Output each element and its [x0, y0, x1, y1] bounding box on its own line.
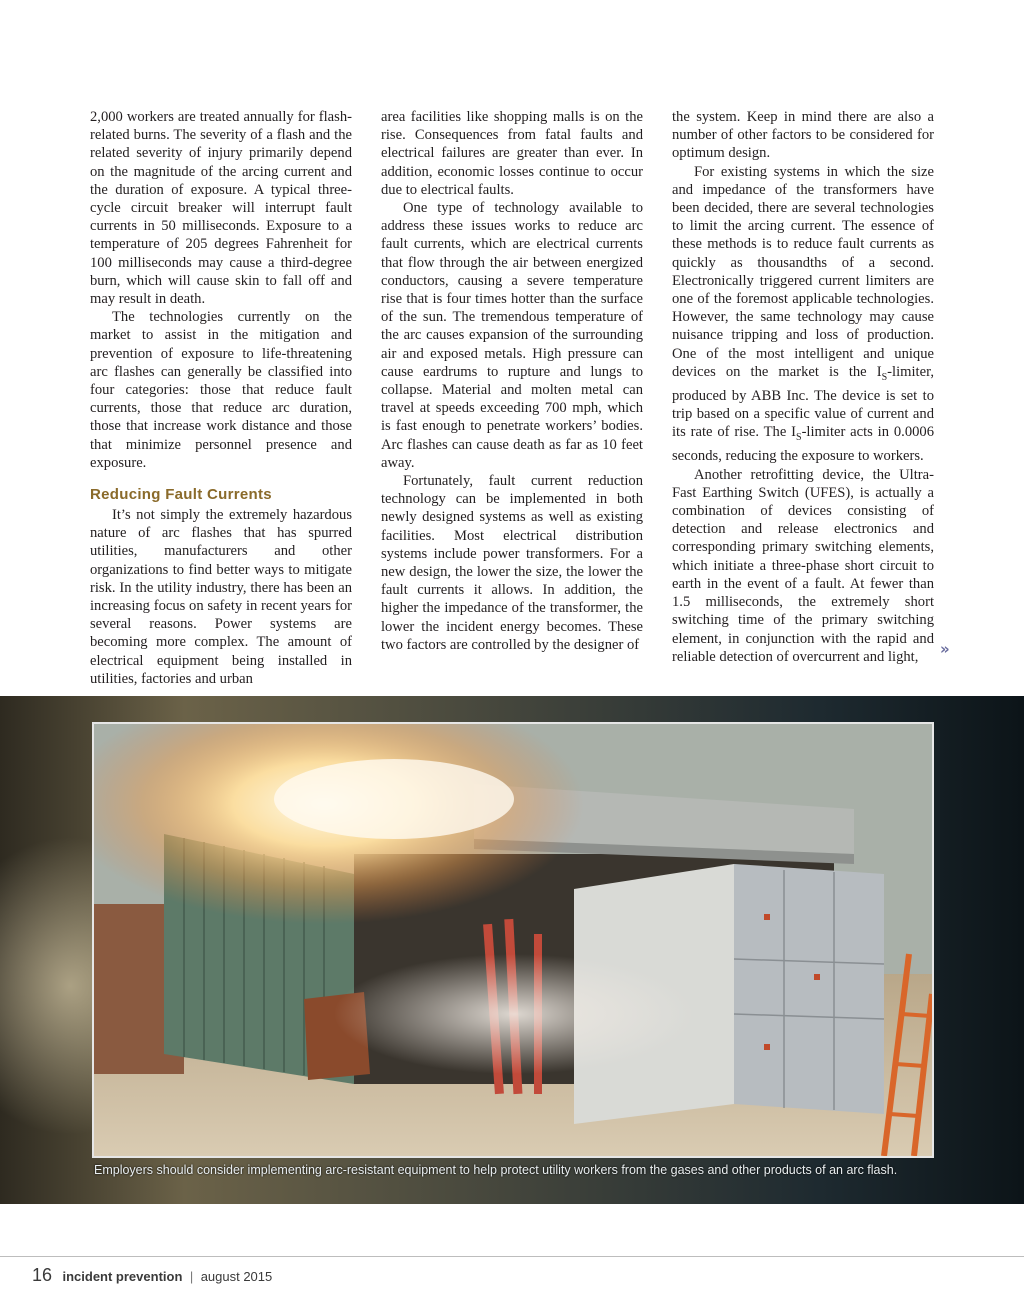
paragraph-text: -limiter acts in 0.0006 seconds, reducing the exposure to workers. — [672, 424, 935, 465]
paragraph: area facilities like shopping malls is on the rise. Consequences from fatal faults and electrical failures are greater than ever. In addition, economic losses continue to occur due to electrical faults. — [381, 109, 643, 198]
text-column-1 — [90, 108, 352, 688]
subscript: S — [881, 371, 888, 383]
arc-flash-photo — [92, 722, 934, 1158]
paragraph — [672, 163, 934, 466]
page-number: 16 — [32, 1265, 53, 1285]
paragraph-text: -limiter, produced by ABB Inc. The device is set to trip based on a specific value of current and its rate of rise. The I — [672, 363, 934, 441]
paragraph-text: For existing systems in which the size and impedance of the transformers have been decided, there are several technologies to limit the arcing current. The essence of these methods is to reduce fault currents as quickly as thousandths of a second. Electronically triggered current limiters are one of the foremost applicable technologies. However, the same technology may cause nuisance tripping and loss of production. One of the most intelligent and unique devices on the market is the I — [672, 163, 934, 380]
paragraph: the system. Keep in mind there are also a number of other factors to be considered for optimum design. — [672, 109, 934, 162]
photo-caption: Employers should consider implementing arc-resistant equipment to help protect utility workers from the gases and other products of an arc flash. — [94, 1163, 898, 1177]
paragraph: 2,000 workers are treated annually for flash-related burns. The severity of a flash and the related severity of injury primarily depend on the magnitude of the arcing current and the duration of exposure. A typical three-cycle circuit breaker will interrupt fault currents in 50 milliseconds. Exposure to a temperature of 205 degrees Fahrenheit for 100 milliseconds may cause a third-degree burn, which will cause skin to fall off and may result in death. — [90, 109, 352, 308]
text-column-2 — [381, 108, 643, 654]
photo-illustration — [94, 724, 932, 1156]
magazine-name: incident prevention — [62, 1269, 183, 1284]
footer-separator: | — [189, 1269, 194, 1284]
section-heading: Reducing Fault Currents — [90, 486, 272, 504]
paragraph: It’s not simply the extremely hazardous nature of arc flashes that has spurred utilities, manufacturers and other organizations to find better ways to mitigate risk. In the utility industry, there has been an increasing focus on safety in recent years for several reasons. Power systems are becoming more complex. The amount of electrical equipment being installed in utilities, factories and urban — [90, 507, 352, 687]
paragraph: One type of technology available to address these issues works to reduce arc fault currents, which are electrical currents that flow through the air between energized conductors, causing a severe temperature rise that is four times hotter than the surface of the sun. The tremendous temperature of the arc causes expansion of the surrounding air and exposed metals. High pressure can cause eardrums to rupture and lungs to collapse. Material and molten metal can travel at speeds exceeding 700 mph, which is fast enough to penetrate workers’ bodies. Arc flashes can cause death as far as 10 feet away. — [381, 200, 643, 471]
subscript: S — [796, 432, 802, 444]
issue-date: august 2015 — [200, 1269, 273, 1284]
paragraph: The technologies currently on the market to assist in the mitigation and prevention of exposure to life-threatening arc flashes can generally be classified into four categories: those that reduce fault currents, those that reduce arc duration, those that increase work distance and those that minimize personnel presence and exposure. — [90, 309, 352, 471]
paragraph: Fortunately, fault current reduction technology can be implemented in both newly designed systems as well as existing facilities. Most electrical distribution systems include power transformers. For a new design, the lower the size, the lower the fault currents it allows. In addition, the higher the impedance of the transformer, the lower the incident energy becomes. These two factors are controlled by the designer of — [381, 473, 643, 653]
paragraph: Another retrofitting device, the Ultra-Fast Earthing Switch (UFES), is actually a combination of devices consisting of detection and release electronics and corresponding primary switching elements, which initiate a three-phase short circuit to earth in the event of a fault. At fewer than 1.5 milliseconds, the extremely short switching time of the primary switching element, in conjunction with the rapid and reliable detection of overcurrent and light, — [672, 466, 934, 665]
text-column-3 — [672, 108, 934, 666]
continue-arrow-icon: » — [940, 640, 950, 658]
footer-divider — [0, 1256, 1024, 1257]
page-footer — [32, 1265, 272, 1286]
photo-band — [0, 696, 1024, 1204]
